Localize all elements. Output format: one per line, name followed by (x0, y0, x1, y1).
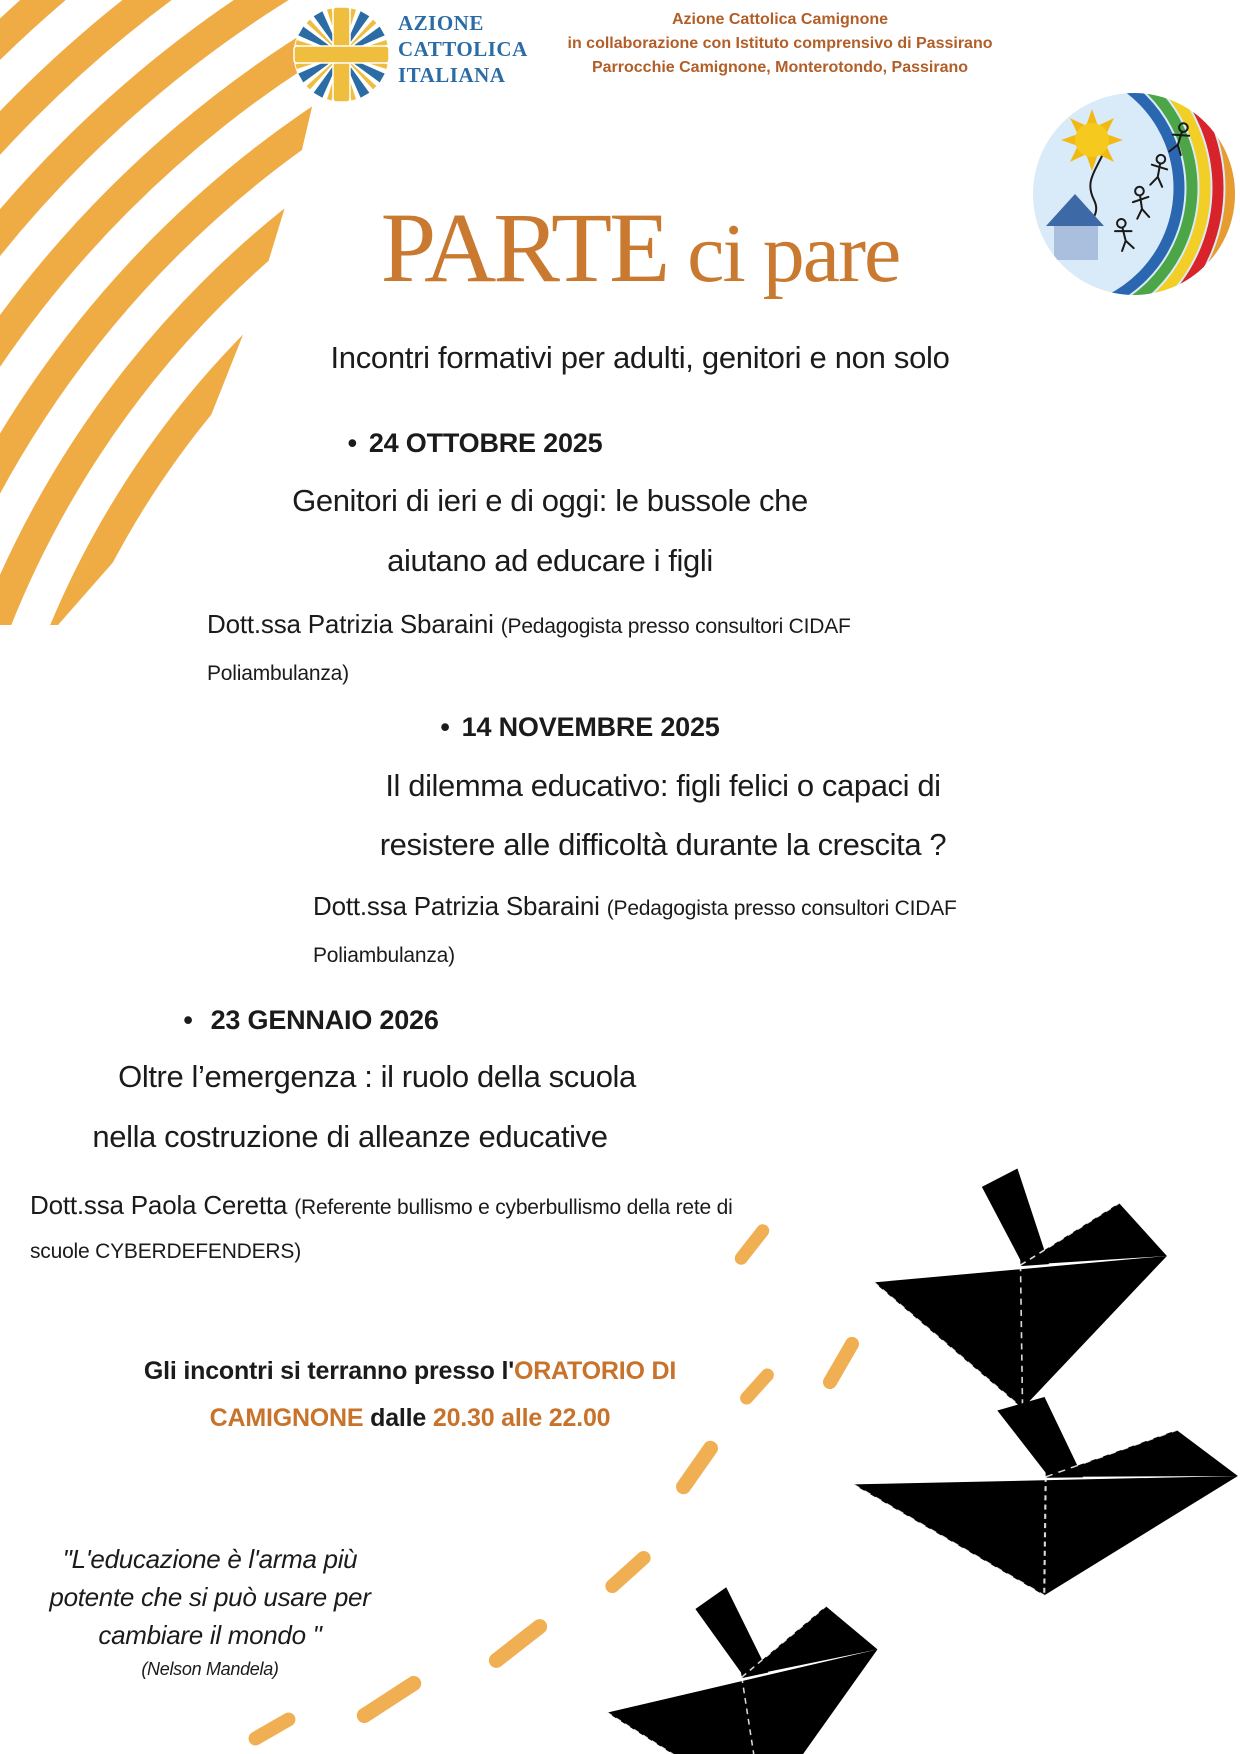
quote-line: cambiare il mondo " (98, 1620, 322, 1650)
org-line: Azione Cattolica Camignone (671, 11, 889, 28)
dash-stroke (246, 1710, 298, 1748)
speaker-role: (Pedagogista presso consultori CIDAF Poliambulanza) (313, 897, 957, 967)
quote-author: (Nelson Mandela) (141, 1659, 279, 1679)
paper-boat-gray-icon (841, 1385, 1240, 1609)
title-script: ci pare (687, 207, 900, 300)
location-connector: dalle (363, 1404, 433, 1432)
subtitle: Incontri formativi per adulti, genitori e non solo (330, 340, 950, 375)
event-date (275, 428, 675, 459)
bullet: • (183, 1005, 193, 1035)
location-venue: CAMIGNONE (209, 1404, 364, 1432)
speaker-name: Dott.ssa Patrizia Sbaraini (207, 609, 494, 639)
dash-stroke (820, 1334, 861, 1391)
event-date-text: 14 NOVEMBRE 2025 (461, 712, 720, 742)
quote-line: "L'educazione è l'arma più (62, 1544, 358, 1574)
dash-stroke (486, 1616, 550, 1671)
azione-cattolica-logo-icon (293, 6, 390, 103)
event-date-text: 24 OTTOBRE 2025 (368, 428, 603, 458)
paper-boat-gray-icon (585, 1561, 906, 1754)
ac-wordmark-line: AZIONE (398, 11, 484, 35)
dash-stroke (603, 1548, 654, 1596)
org-line: in collaborazione con Istituto comprensivo di Passirano (567, 35, 993, 52)
location-venue: ORATORIO DI (513, 1357, 677, 1385)
organisation-header (500, 8, 1060, 80)
speaker-role: (Pedagogista presso consultori CIDAF Poliambulanza) (207, 615, 851, 685)
ac-wordmark-line: CATTOLICA (398, 37, 528, 61)
dash-stroke (673, 1438, 721, 1497)
event-title-line: Oltre l’emergenza : il ruolo della scuola (118, 1059, 636, 1094)
bullet: • (440, 712, 450, 742)
speaker-name: Dott.ssa Patrizia Sbaraini (313, 891, 600, 921)
page-title (140, 192, 1140, 303)
speaker-name: Dott.ssa Paola Ceretta (30, 1190, 288, 1220)
quote (35, 1540, 385, 1684)
location-prefix: Gli incontri si terranno presso l' (143, 1357, 514, 1385)
event-title-line: Genitori di ieri e di oggi: le bussole che (292, 483, 808, 518)
location-info (60, 1348, 760, 1442)
title-main: PARTE (380, 192, 668, 303)
event-date-text: 23 GENNAIO 2026 (210, 1005, 439, 1035)
sun-icon (1061, 109, 1123, 171)
event-speaker (313, 884, 1053, 980)
bullet: • (347, 428, 357, 458)
ac-wordmark-line: ITALIANA (398, 63, 506, 87)
event-speaker (207, 602, 947, 698)
paper-boat-orange-icon (868, 1162, 1173, 1417)
event-title-line: resistere alle difficoltà durante la crescita ? (379, 827, 947, 862)
quote-line: potente che si può usare per (49, 1582, 371, 1612)
org-line: Parrocchie Camignone, Monterotondo, Passirano (591, 59, 969, 76)
event-title-line: aiutano ad educare i figli (387, 543, 713, 578)
event-date (111, 1005, 511, 1036)
event-title-line: nella costruzione di alleanze educative (92, 1119, 608, 1154)
event-title-line: Il dilemma educativo: figli felici o capaci di (385, 768, 941, 803)
speaker-role: (Referente bullismo e cyberbullismo della rete di scuole CYBERDEFENDERS) (30, 1196, 733, 1263)
event-date (380, 712, 780, 743)
event-speaker (30, 1184, 735, 1275)
dash-stroke (732, 1222, 772, 1268)
location-time: 20.30 alle 22.00 (432, 1404, 611, 1432)
